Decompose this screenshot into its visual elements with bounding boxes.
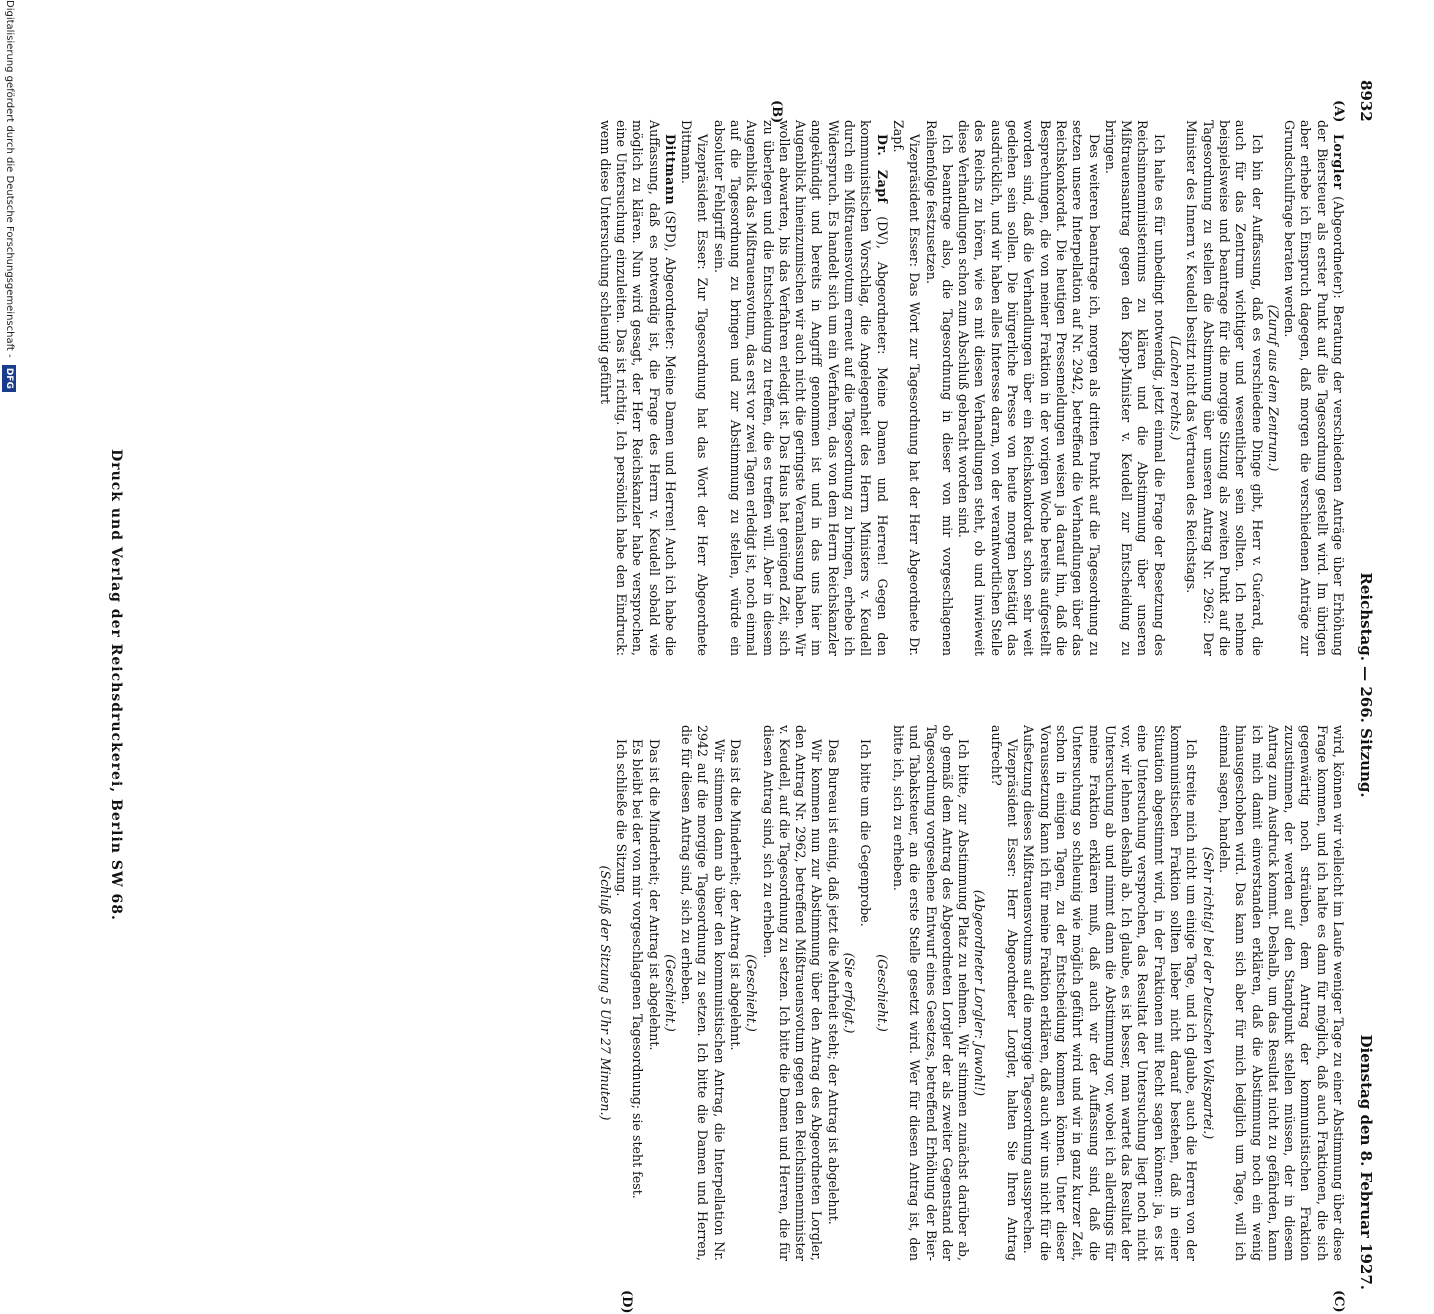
session-title: Reichstag. — 266. Sitzung. [1357, 572, 1375, 798]
interjection: (Lachen rechts.) [1168, 335, 1184, 441]
digitization-note [2, 0, 16, 1000]
speech-paragraph [1281, 120, 1346, 656]
dfg-logo: DFG [2, 365, 16, 392]
text-paragraph: Des weiteren beantrage ich, morgen als dritten Punkt auf die Tagesordnung zu setzen unsere Interpellation auf Nr. 2942, betreffend die Verhandlungen über das Reichskonkordat. Die heutigen Pressemeldungen weisen ja darauf hin, daß die Besprechungen, die von meiner Fraktion in der vorigen Woche bereits aufgestellt worden sind, daß die Verhandlungen über ein Reichskonkordat schon sehr weit gediehen sein sollen. Die bürgerliche Presse von heute morgen bestätigt das ausdrücklich, und wir haben alles Interesse daran, von der verantwortlichen Stelle des Reichs zu hören, wie es mit diesen Verhandlungen steht, ob und inwieweit diese Verhandlungen schon zum Abschluß gebracht worden sind. [956, 120, 1102, 656]
text-paragraph: Es bleibt bei der von mir vorgeschlagenen Tagesordnung; sie steht fest. [630, 739, 646, 1199]
text-paragraph: Ich bitte um die Gegenprobe. [858, 739, 874, 927]
speech-text: (SPD), Abgeordneter: Meine Damen und Herren! Auch ich habe die Auffassung, daß es notwendig ist, die Frage des Herrn v. Keudell sobald wie möglich zu klären. Nun wird gesagt, der Herr Reichskanzler habe versprochen, eine Untersuchung einzuleiten. Das ist richtig. Ich persönlich habe den Eindruck: wenn diese Untersuchung schleunig geführt [597, 120, 678, 656]
digitization-text: Digitalisierung gefördert durch die Deutsche Forschungsgemeinschaft - [4, 0, 15, 358]
speech-text: (Abgeordneter): Beratung der verschiedenen Anträge über Erhöhung der Biersteuer als erster Punkt auf die Tagesordnung gestellt wird. Im übrigen aber erhebe ich Einspruch dagegen, daß morgen die verschiedenen Anträge zur Grundschulfrage beraten werden. [1282, 120, 1346, 656]
margin-marker-c: (C) [1331, 1290, 1346, 1313]
text-paragraph: Ich beantrage also, die Tagesordnung in dieser von mir vorgeschlagenen Reihenfolge festzusetzen. [923, 120, 955, 656]
text-paragraph: Ich bitte, zur Abstimmung Platz zu nehmen. Wir stimmen zunächst darüber ab, ob gemäß dem Antrag des Abgeordneten Lorgler der als zweiter Gegenstand der Tagesordnung vorgesehene Entwurf eines Gesetzes, betreffend Erhöhung der Bier- und Tabaksteuer, an die erste Stelle gesetzt wird. Wer für diesen Antrag ist, den bitte ich, sich zu erheben. [890, 725, 972, 1261]
speech-text: (DV), Abgeordneter: Meine Damen und Herren! Gegen den kommunistischen Vorschlag, die Angelegenheit des Herrn Ministers v. Keudell durch ein Mißtrauensvotum erneut auf die Tagesordnung zu bringen, erhebe ich Widerspruch. Es handelt sich um ein Verfahren, das von dem Herrn Reichskanzler angekündigt und bereits in Angriff genommen ist und in das uns hier im Augenblick hineinzumischen wir auch nicht die geringste Veranlassung haben. Wir wollen abwarten, bis das Verfahren erledigt ist. Das Haus hat genügend Zeit, sich zu überlegen und die Entscheidung zu treffen, die es treffen will. Aber in diesem Augenblick das Mißtrauensvotum, das erst vor zwei Tagen erledigt ist, noch einmal auf die Tagesordnung zu bringen und zur Abstimmung zu stellen, würde ein absoluter Fehlgriff sein. [711, 120, 890, 657]
interjection: (Sie erfolgt.) [842, 952, 858, 1034]
text-paragraph: Wir kommen nun zur Abstimmung über den Antrag des Abgeordneten Lorgler, den Antrag Nr. 2962, betreffend Mißtrauensvotum gegen den Reichsinnenminister v. Keudell, auf die Tagesordnung zu setzen. Ich bitte die Damen und Herren, die für diesen Antrag sind, sich zu erheben. [760, 725, 825, 1261]
margin-marker-a: (A) [1331, 100, 1346, 123]
interjection: (Sehr richtig! bei der Deutschen Volkspartei.) [1200, 846, 1216, 1140]
interjection: (Geschieht.) [662, 954, 678, 1032]
text-paragraph: Vizepräsident Esser: Das Wort zur Tagesordnung hat der Herr Abgeordnete Dr. Zapf. [890, 120, 923, 656]
speech-paragraph [710, 120, 889, 656]
printer-imprint: Druck und Verlag der Reichsdruckerei, Berlin SW 68. [108, 449, 124, 921]
speaker-name: Dittmann [662, 134, 678, 206]
text-paragraph: Vizepräsident Esser: Zur Tagesordnung hat das Wort der Herr Abgeordnete Dittmann. [679, 120, 711, 656]
page-number: 8932 [1357, 80, 1375, 122]
text-paragraph: Vizepräsident Esser: Herr Abgeordneter Lorgler, halten Sie Ihren Antrag aufrecht? [988, 725, 1021, 1261]
interjection: (Schluß der Sitzung 5 Uhr 27 Minuten.) [597, 865, 613, 1121]
speaker-name: Dr. Zapf [874, 134, 890, 204]
text-paragraph: Das Bureau ist einig, daß jetzt die Mehrheit steht; der Antrag ist abgelehnt. [825, 739, 841, 1225]
text-paragraph: Das ist die Minderheit; der Antrag ist abgelehnt. [728, 739, 744, 1051]
text-paragraph: Ich streite mich nicht um einige Tage, und ich glaube, auch die Herren von der kommunistischen Fraktion sollten lieber nicht darauf bestehen, daß in einer Situation abgestimmt wird, in der Fraktionen mit Recht sagen können: ja, es ist eine Untersuchung versprochen, das Resultat der Untersuchung liegt noch nicht vor, wir lehnen deshalb ab. Ich glaube, es ist besser, man wartet das Resultat der Untersuchung ab und nimmt dann die Abstimmung vor, wobei ich allerdings für meine Fraktion erklären muß, daß auch wir der Auffassung sind, daß die Untersuchung so schleunig wie möglich geführt wird und wir in ganz kurzer Zeit, schon in einigen Tagen, zu der Entscheidung kommen können. Unter dieser Voraussetzung kann ich für meine Fraktion erklären, daß auch wir uns nicht für die Aufsetzung dieses Mißtrauensvotums auf die morgige Tagesordnung aussprechen. [1021, 725, 1200, 1261]
interjection: (Geschieht.) [744, 954, 760, 1032]
speaker-name: Lorgler [1331, 134, 1346, 190]
margin-marker-b: (B) [769, 100, 784, 124]
text-paragraph: Das ist die Minderheit; der Antrag ist abgelehnt. [646, 739, 662, 1051]
interjection: (Abgeordneter Lorgler: Jawohl!) [972, 889, 988, 1097]
text-paragraph: Ich bin der Auffassung, daß es verschiedene Dinge gibt, Herr v. Guérard, die auch für das Zentrum wichtiger und wesentlicher sein sollten. Ich nehme beispielsweise und beantrage für die morgige Sitzung als zweiten Punkt auf die Tagesordnung zu stellen die Abstimmung über unseren Antrag Nr. 2962: Der Minister des Innern v. Keudell besitzt nicht das Vertrauen des Reichstags. [1184, 120, 1265, 656]
interjection: (Zuruf aus dem Zentrum.) [1265, 304, 1281, 472]
session-date: Dienstag den 8. Februar 1927. [1357, 1034, 1375, 1290]
right-column [596, 725, 1346, 1261]
speech-paragraph [596, 120, 677, 656]
left-column [596, 120, 1346, 656]
text-paragraph: Wir stimmen dann ab über den kommunistischen Antrag, die Interpellation Nr. 2942 auf die morgige Tagesordnung zu setzen. Ich bitte die Damen und Herren, die für diesen Antrag sind, sich zu erheben. [679, 725, 727, 1261]
page-header [1350, 80, 1374, 1290]
text-paragraph: Ich halte es für unbedingt notwendig, jetzt einmal die Frage der Besetzung des Reichsinnenministeriums zu klären und die Abstimmung über unseren Mißtrauensantrag gegen den Kapp-Minister v. Keudell zur Entscheidung zu bringen. [1102, 120, 1167, 656]
interjection: (Geschieht.) [874, 954, 890, 1032]
continued-paragraph: wird, können wir vielleicht im Laufe weniger Tage zu einer Abstimmung über diese Frage kommen, und ich halte es dann für möglich, daß auch Fraktionen, die sich gegenwärtig noch sträuben, dem Antrag der kommunistischen Fraktion zuzustimmen, der werden auf den Standpunkt stellen müssen, der in diesem Antrag zum Ausdruck kommt. Deshalb, um das Resultat nicht zu gefährden, kann ich mich damit einverstanden erklären, daß die Abstimmung noch ein wenig hinausgeschoben wird. Das kann sich aber für mich lediglich um Tage, will ich einmal sagen, handeln. [1216, 725, 1346, 1261]
text-paragraph: Ich schließe die Sitzung. [613, 739, 629, 897]
margin-marker-d: (D) [619, 1290, 634, 1314]
